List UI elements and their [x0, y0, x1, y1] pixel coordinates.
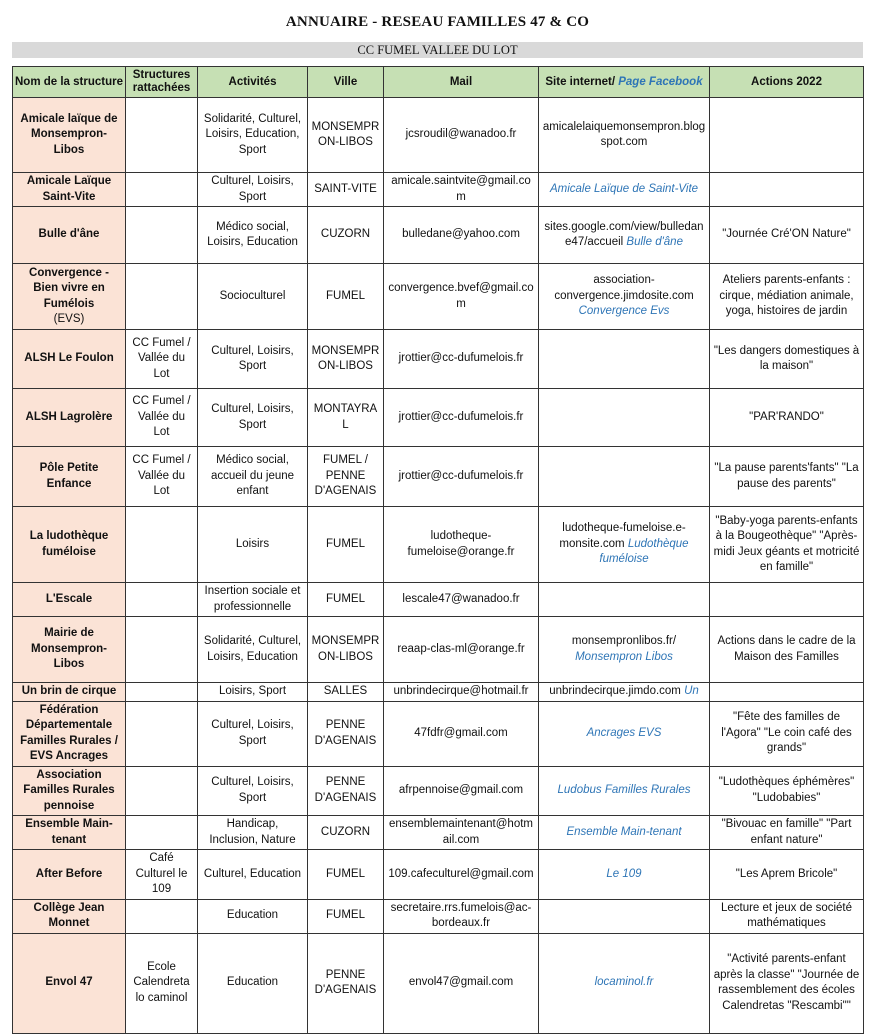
- structure-name: Mairie de Monsempron-Libos: [30, 627, 108, 671]
- structure-name-cell: [13, 389, 126, 447]
- attached-cell: [126, 617, 198, 683]
- structure-name: Amicale Laïque Saint-Vite: [26, 175, 112, 203]
- structure-name: Ensemble Main-tenant: [25, 818, 113, 846]
- activities-cell: Solidarité, Culturel, Loisirs, Education, Sport: [198, 98, 308, 173]
- actions-cell: [710, 98, 864, 173]
- table-row: [13, 816, 864, 850]
- header-site: [539, 67, 710, 98]
- facebook-link[interactable]: Ludothèque fuméloise: [599, 537, 689, 566]
- city-cell: FUMEL: [308, 850, 384, 900]
- table-row: [13, 507, 864, 583]
- site-cell: [539, 389, 710, 447]
- facebook-link[interactable]: locaminol.fr: [594, 976, 654, 989]
- table-row: [13, 330, 864, 389]
- structure-name: ALSH Lagrolère: [25, 410, 113, 423]
- structure-name-cell: [13, 264, 126, 330]
- structure-name-cell: [13, 933, 126, 1033]
- facebook-link[interactable]: Monsempron Libos: [575, 650, 673, 663]
- facebook-link[interactable]: Amicale Laïque de Saint-Vite: [549, 182, 699, 195]
- website-link[interactable]: association-convergence.jimdosite.com: [554, 274, 694, 302]
- structure-name-cell: [13, 766, 126, 816]
- mail-cell[interactable]: amicale.saintvite@gmail.com: [384, 173, 539, 207]
- structure-name: Pôle Petite Enfance: [39, 462, 99, 490]
- facebook-link[interactable]: Le 109: [606, 867, 642, 880]
- mail-cell[interactable]: afrpennoise@gmail.com: [384, 766, 539, 816]
- activities-cell: Insertion sociale et professionnelle: [198, 583, 308, 617]
- website-link[interactable]: monsempronlibos.fr/: [571, 635, 677, 647]
- structure-name: Collège Jean Monnet: [33, 901, 105, 929]
- structure-name-cell: [13, 850, 126, 900]
- structure-name-cell: [13, 447, 126, 507]
- city-cell: FUMEL: [308, 507, 384, 583]
- site-cell: [539, 701, 710, 766]
- structure-name-cell: [13, 701, 126, 766]
- mail-cell[interactable]: 47fdfr@gmail.com: [384, 701, 539, 766]
- section-subtitle: CC FUMEL VALLEE DU LOT: [12, 42, 863, 58]
- site-cell: [539, 447, 710, 507]
- activities-cell: Handicap, Inclusion, Nature: [198, 816, 308, 850]
- attached-cell: CC Fumel / Vallée du Lot: [126, 389, 198, 447]
- mail-cell[interactable]: secretaire.rrs.fumelois@ac-bordeaux.fr: [384, 899, 539, 933]
- activities-cell: Education: [198, 899, 308, 933]
- actions-cell: Ateliers parents-enfants : cirque, médiation animale, yoga, histoires de jardin: [710, 264, 864, 330]
- activities-cell: Culturel, Loisirs, Sport: [198, 766, 308, 816]
- site-cell: [539, 850, 710, 900]
- activities-cell: Education: [198, 933, 308, 1033]
- header-facebook-label: Page Facebook: [618, 75, 703, 88]
- city-cell: PENNE D'AGENAIS: [308, 701, 384, 766]
- activities-cell: Culturel, Loisirs, Sport: [198, 389, 308, 447]
- city-cell: PENNE D'AGENAIS: [308, 933, 384, 1033]
- page-title: ANNUAIRE - RESEAU FAMILLES 47 & CO: [285, 14, 590, 30]
- site-cell: [539, 264, 710, 330]
- mail-cell[interactable]: jrottier@cc-dufumelois.fr: [384, 389, 539, 447]
- facebook-link[interactable]: Un: [684, 685, 699, 697]
- city-cell: FUMEL: [308, 583, 384, 617]
- structure-name: Envol 47: [45, 976, 93, 989]
- facebook-link[interactable]: Ancrages EVS: [586, 726, 662, 739]
- activities-cell: Médico social, Loisirs, Education: [198, 207, 308, 264]
- mail-cell[interactable]: jcsroudil@wanadoo.fr: [384, 98, 539, 173]
- website-link[interactable]: unbrindecirque.jimdo.com: [549, 685, 681, 697]
- activities-cell: Culturel, Loisirs, Sport: [198, 173, 308, 207]
- actions-cell: Actions dans le cadre de la Maison des Familles: [710, 617, 864, 683]
- header-mail: Mail: [384, 67, 539, 98]
- activities-cell: Culturel, Loisirs, Sport: [198, 701, 308, 766]
- structure-name: La ludothèque fuméloise: [29, 530, 109, 558]
- table-row: [13, 850, 864, 900]
- attached-cell: Ecole Calendreta lo caminol: [126, 933, 198, 1033]
- facebook-link[interactable]: Ludobus Familles Rurales: [557, 784, 691, 796]
- attached-cell: [126, 264, 198, 330]
- mail-cell[interactable]: bulledane@yahoo.com: [384, 207, 539, 264]
- mail-cell[interactable]: ensemblemaintenant@hotmail.com: [384, 816, 539, 850]
- actions-cell: "Les dangers domestiques à la maison": [710, 330, 864, 389]
- activities-cell: Loisirs: [198, 507, 308, 583]
- structure-name-cell: [13, 583, 126, 617]
- city-cell: CUZORN: [308, 207, 384, 264]
- table-row: [13, 583, 864, 617]
- structure-name: Association Familles Rurales pennoise: [23, 768, 115, 812]
- header-row: [13, 67, 864, 98]
- website-link[interactable]: amicalelaiquemonsempron.blogspot.com: [542, 120, 706, 148]
- mail-cell[interactable]: ludotheque-fumeloise@orange.fr: [384, 507, 539, 583]
- city-cell: FUMEL: [308, 264, 384, 330]
- website-link[interactable]: sites.google.com/view/bulledane47/accueil: [544, 220, 704, 248]
- activities-cell: Socioculturel: [198, 264, 308, 330]
- table-row: [13, 617, 864, 683]
- facebook-link[interactable]: Convergence Evs: [578, 305, 670, 318]
- actions-cell: "Les Aprem Bricole": [710, 850, 864, 900]
- site-cell: [539, 683, 710, 702]
- mail-cell[interactable]: reaap-clas-ml@orange.fr: [384, 617, 539, 683]
- mail-cell[interactable]: 109.cafeculturel@gmail.com: [384, 850, 539, 900]
- site-cell: [539, 98, 710, 173]
- structure-name: Fédération Départementale Familles Rurales / EVS Ancrages: [20, 703, 118, 762]
- actions-cell: "Fête des familles de l'Agora" "Le coin café des grands": [710, 701, 864, 766]
- mail-cell[interactable]: jrottier@cc-dufumelois.fr: [384, 330, 539, 389]
- header-name: Nom de la structure: [13, 67, 126, 98]
- website-link[interactable]: ludotheque-fumeloise.e-monsite.com: [559, 522, 686, 550]
- structure-name-cell: [13, 207, 126, 264]
- actions-cell: "Bivouac en famille" "Part enfant nature": [710, 816, 864, 850]
- attached-cell: [126, 173, 198, 207]
- attached-cell: [126, 766, 198, 816]
- attached-cell: [126, 507, 198, 583]
- structure-name-cell: [13, 173, 126, 207]
- actions-cell: "Baby-yoga parents-enfants à la Bougeothèque" "Après-midi Jeux géants et motricité en famille": [710, 507, 864, 583]
- site-cell: [539, 583, 710, 617]
- table-row: [13, 98, 864, 173]
- activities-cell: Solidarité, Culturel, Loisirs, Education: [198, 617, 308, 683]
- table-body: [13, 98, 864, 1034]
- city-cell: MONSEMPRON-LIBOS: [308, 98, 384, 173]
- attached-cell: [126, 899, 198, 933]
- attached-cell: CC Fumel / Vallée du Lot: [126, 330, 198, 389]
- attached-cell: [126, 207, 198, 264]
- attached-cell: [126, 98, 198, 173]
- site-cell: [539, 507, 710, 583]
- attached-cell: [126, 816, 198, 850]
- activities-cell: Médico social, accueil du jeune enfant: [198, 447, 308, 507]
- actions-cell: [710, 173, 864, 207]
- table-row: [13, 447, 864, 507]
- site-cell: [539, 766, 710, 816]
- city-cell: MONTAYRAL: [308, 389, 384, 447]
- actions-cell: "Activité parents-enfant après la classe" "Journée de rassemblement des écoles Calendretas "Rescambi"": [710, 933, 864, 1033]
- actions-cell: [710, 583, 864, 617]
- site-cell: [539, 899, 710, 933]
- facebook-link[interactable]: Ensemble Main-tenant: [566, 825, 682, 838]
- actions-cell: "Ludothèques éphémères" "Ludobabies": [710, 766, 864, 816]
- header-attached: Structures rattachées: [126, 67, 198, 98]
- structure-name-cell: [13, 330, 126, 389]
- city-cell: MONSEMPRON-LIBOS: [308, 617, 384, 683]
- structure-name-cell: [13, 507, 126, 583]
- header-activities: Activités: [198, 67, 308, 98]
- directory-table: [12, 66, 864, 1034]
- table-row: [13, 264, 864, 330]
- site-cell: [539, 173, 710, 207]
- actions-cell: "Journée Cré'ON Nature": [710, 207, 864, 264]
- header-actions: Actions 2022: [710, 67, 864, 98]
- attached-cell: [126, 683, 198, 702]
- table-row: [13, 173, 864, 207]
- structure-name-cell: [13, 899, 126, 933]
- city-cell: MONSEMPRON-LIBOS: [308, 330, 384, 389]
- city-cell: PENNE D'AGENAIS: [308, 766, 384, 816]
- activities-cell: Culturel, Loisirs, Sport: [198, 330, 308, 389]
- table-row: [13, 766, 864, 816]
- activities-cell: Loisirs, Sport: [198, 683, 308, 702]
- table-row: [13, 899, 864, 933]
- mail-cell[interactable]: unbrindecirque@hotmail.fr: [384, 683, 539, 702]
- city-cell: CUZORN: [308, 816, 384, 850]
- actions-cell: "La pause parents'fants" "La pause des parents": [710, 447, 864, 507]
- city-cell: SALLES: [308, 683, 384, 702]
- mail-cell[interactable]: jrottier@cc-dufumelois.fr: [384, 447, 539, 507]
- mail-cell[interactable]: lescale47@wanadoo.fr: [384, 583, 539, 617]
- table-row: [13, 933, 864, 1033]
- structure-name-cell: [13, 816, 126, 850]
- actions-cell: "PAR'RANDO": [710, 389, 864, 447]
- structure-name: Convergence - Bien vivre en Fumélois: [29, 266, 109, 310]
- structure-name: Amicale laïque de Monsempron-Libos: [20, 112, 118, 156]
- header-site-label: Site internet/: [545, 75, 616, 88]
- city-cell: FUMEL / PENNE D'AGENAIS: [308, 447, 384, 507]
- structure-name-cell: [13, 617, 126, 683]
- site-cell: [539, 207, 710, 264]
- structure-name-cell: [13, 683, 126, 702]
- actions-cell: Lecture et jeux de société mathématiques: [710, 899, 864, 933]
- site-cell: [539, 617, 710, 683]
- city-cell: SAINT-VITE: [308, 173, 384, 207]
- site-cell: [539, 330, 710, 389]
- facebook-link[interactable]: Bulle d'âne: [626, 236, 683, 248]
- attached-cell: [126, 583, 198, 617]
- activities-cell: Culturel, Education: [198, 850, 308, 900]
- structure-name-note: (EVS): [53, 313, 85, 325]
- mail-cell[interactable]: convergence.bvef@gmail.com: [384, 264, 539, 330]
- city-cell: FUMEL: [308, 899, 384, 933]
- structure-name: After Before: [35, 867, 103, 880]
- table-row: [13, 701, 864, 766]
- site-cell: [539, 933, 710, 1033]
- mail-cell[interactable]: envol47@gmail.com: [384, 933, 539, 1033]
- table-row: [13, 389, 864, 447]
- header-city: Ville: [308, 67, 384, 98]
- structure-name: Un brin de cirque: [21, 685, 117, 697]
- structure-name: Bulle d'âne: [38, 228, 100, 241]
- table-row: [13, 683, 864, 702]
- actions-cell: [710, 683, 864, 702]
- attached-cell: [126, 701, 198, 766]
- attached-cell: Café Culturel le 109: [126, 850, 198, 900]
- structure-name-cell: [13, 98, 126, 173]
- table-row: [13, 207, 864, 264]
- attached-cell: CC Fumel / Vallée du Lot: [126, 447, 198, 507]
- structure-name: L'Escale: [45, 592, 93, 605]
- site-cell: [539, 816, 710, 850]
- structure-name: ALSH Le Foulon: [24, 352, 114, 365]
